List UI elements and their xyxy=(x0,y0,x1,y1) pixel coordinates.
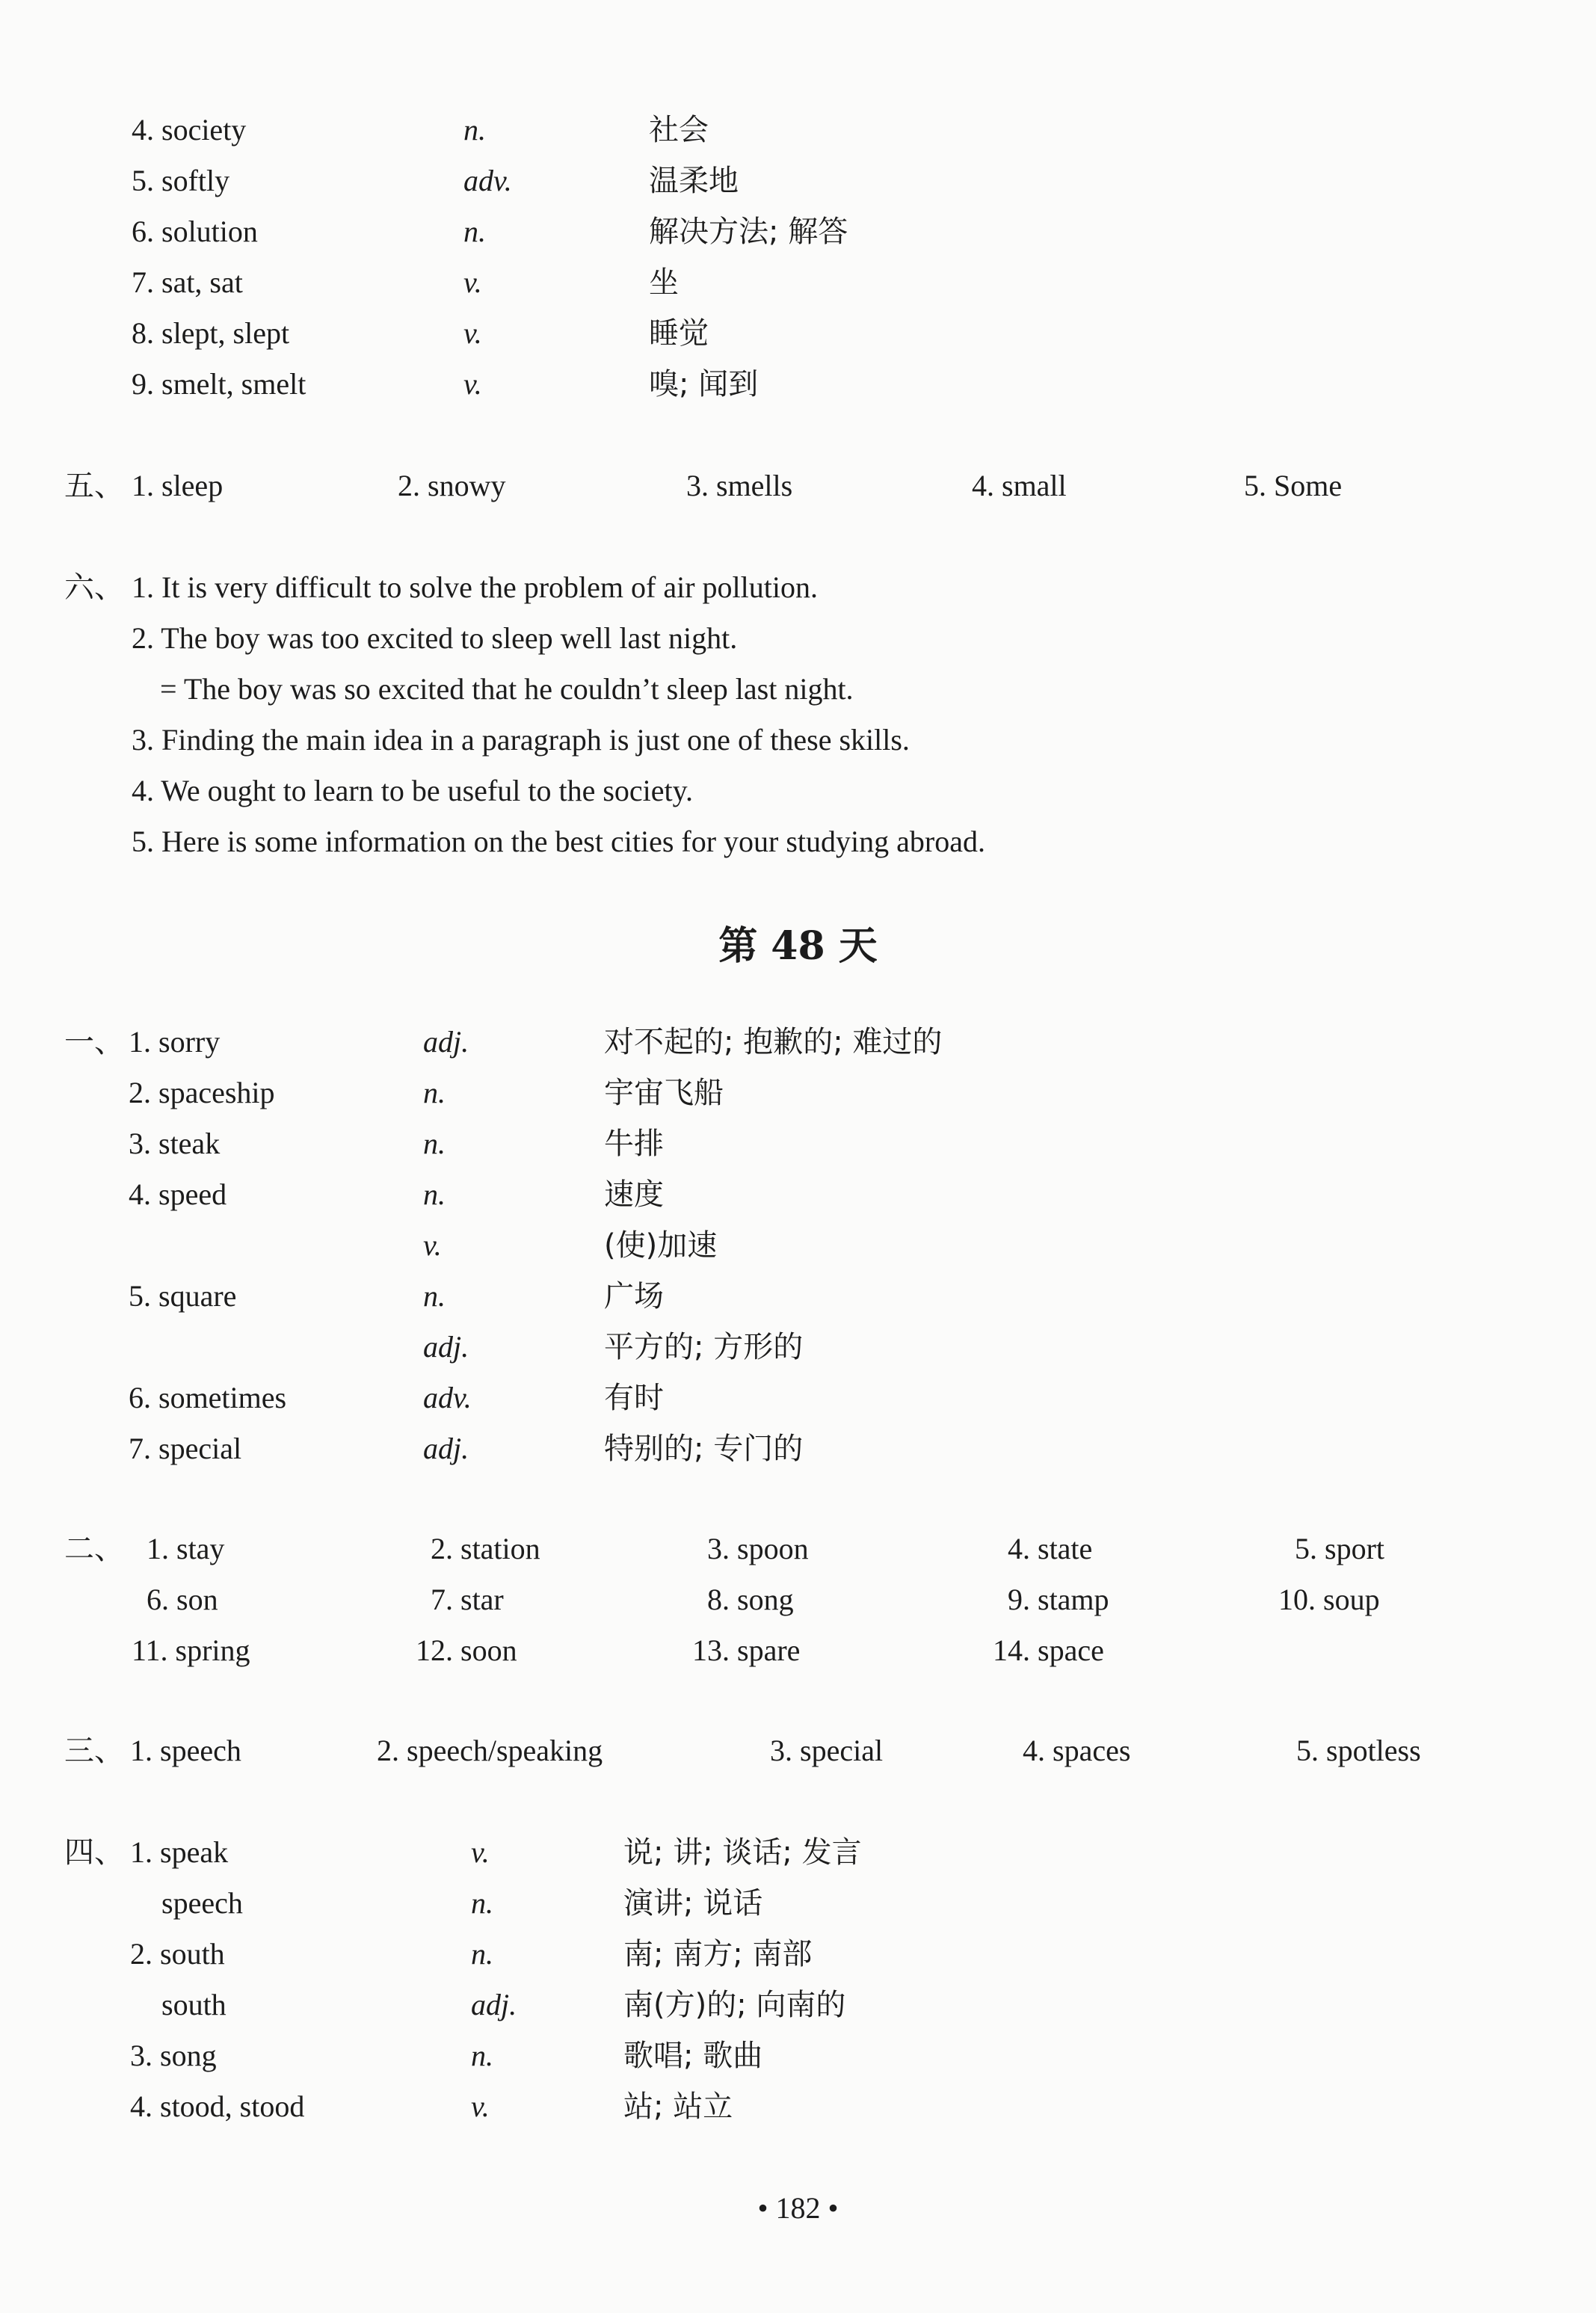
vocab-pos: v. xyxy=(471,1835,490,1869)
answer-item: 11. spring xyxy=(132,1633,250,1667)
vocab-word: 4. society xyxy=(132,113,247,147)
answer-item: 1. speech xyxy=(130,1734,241,1767)
vocab-word: 6. solution xyxy=(132,215,258,248)
vocab-word: 2. south xyxy=(130,1937,225,1971)
vocab-meaning: 社会 xyxy=(649,113,709,147)
vocab-meaning: 特别的; 专门的 xyxy=(604,1432,804,1466)
vocab-meaning: 说; 讲; 谈话; 发言 xyxy=(623,1835,862,1870)
vocab-word: 5. softly xyxy=(132,164,230,197)
vocab-pos: v. xyxy=(463,265,482,299)
vocab-pos: n. xyxy=(463,113,486,147)
vocab-pos: v. xyxy=(471,2089,490,2123)
sentence: 4. We ought to learn to be useful to the society. xyxy=(132,774,694,807)
sentence: 2. The boy was too excited to sleep well last night. xyxy=(132,621,738,655)
vocab-meaning: 南; 南方; 南部 xyxy=(623,1937,813,1971)
answer-item: 8. song xyxy=(707,1583,794,1616)
section-marker: 一、 xyxy=(64,1025,124,1059)
answer-item: 10. soup xyxy=(1278,1583,1380,1616)
vocab-pos: adj. xyxy=(423,1330,469,1364)
vocab-meaning: 嗅; 闻到 xyxy=(649,367,759,401)
vocab-word: 7. special xyxy=(129,1432,242,1465)
vocab-word: 4. stood, stood xyxy=(130,2089,305,2123)
answer-item: 1. stay xyxy=(147,1532,225,1565)
vocab-meaning: (使)加速 xyxy=(604,1228,718,1263)
vocab-meaning: 速度 xyxy=(604,1177,664,1212)
vocab-pos: adj. xyxy=(471,1988,517,2021)
vocab-pos: n. xyxy=(423,1279,446,1313)
vocab-meaning: 平方的; 方形的 xyxy=(604,1330,804,1364)
vocab-pos: v. xyxy=(423,1228,442,1262)
vocab-meaning: 演讲; 说话 xyxy=(623,1886,763,1921)
vocab-pos: n. xyxy=(463,215,486,248)
vocab-pos: n. xyxy=(471,2039,493,2072)
page-number: • 182 • xyxy=(757,2191,839,2225)
vocab-pos: adj. xyxy=(423,1025,469,1059)
vocab-pos: adv. xyxy=(463,164,512,197)
answer-item: 1. sleep xyxy=(132,469,224,502)
vocab-word: south xyxy=(161,1988,227,2021)
vocab-pos: n. xyxy=(423,1127,446,1160)
section-marker: 三、 xyxy=(64,1734,124,1768)
vocab-pos: n. xyxy=(423,1076,446,1109)
vocab-meaning: 有时 xyxy=(604,1381,664,1415)
answer-item: 12. soon xyxy=(416,1633,517,1667)
vocab-pos: v. xyxy=(463,316,482,350)
vocab-meaning: 坐 xyxy=(649,265,679,300)
vocab-meaning: 宇宙飞船 xyxy=(604,1076,724,1110)
vocab-meaning: 解决方法; 解答 xyxy=(649,215,848,249)
sentence: 3. Finding the main idea in a paragraph is just one of these skills. xyxy=(132,723,910,757)
vocab-word: 3. song xyxy=(130,2039,217,2072)
vocab-meaning: 牛排 xyxy=(604,1127,664,1161)
vocab-pos: v. xyxy=(463,367,482,401)
vocab-word: 1. speak xyxy=(130,1835,229,1869)
answer-item: 6. son xyxy=(147,1583,218,1616)
section-marker: 二、 xyxy=(64,1532,124,1566)
answer-item: 5. sport xyxy=(1295,1532,1384,1565)
answer-item: 4. small xyxy=(972,469,1067,502)
answer-item: 2. snowy xyxy=(398,469,506,502)
answer-item: 3. smells xyxy=(686,469,793,502)
vocab-word: speech xyxy=(161,1886,243,1920)
answer-item: 3. spoon xyxy=(707,1532,809,1565)
vocab-word: 6. sometimes xyxy=(129,1381,287,1414)
vocab-word: 1. sorry xyxy=(129,1025,221,1059)
vocab-pos: n. xyxy=(471,1937,493,1971)
vocab-meaning: 温柔地 xyxy=(649,164,739,198)
vocab-word: 5. square xyxy=(129,1279,237,1313)
sentence: = The boy was so excited that he couldn’t sleep last night. xyxy=(160,672,854,706)
vocab-meaning: 歌唱; 歌曲 xyxy=(623,2039,763,2073)
answer-item: 9. stamp xyxy=(1008,1583,1109,1616)
answer-item: 14. space xyxy=(993,1633,1104,1667)
vocab-pos: n. xyxy=(423,1177,446,1211)
answer-item: 5. spotless xyxy=(1296,1734,1421,1767)
answer-item: 2. station xyxy=(431,1532,540,1565)
answer-item: 4. spaces xyxy=(1023,1734,1131,1767)
vocab-meaning: 站; 站立 xyxy=(623,2089,733,2124)
vocab-pos: n. xyxy=(471,1886,493,1920)
answer-item: 3. special xyxy=(770,1734,884,1767)
answer-item: 5. Some xyxy=(1244,469,1343,502)
vocab-word: 8. slept, slept xyxy=(132,316,290,350)
answer-item: 7. star xyxy=(431,1583,504,1616)
section-marker: 六、 xyxy=(64,570,124,605)
vocab-pos: adv. xyxy=(423,1381,472,1414)
vocab-meaning: 对不起的; 抱歉的; 难过的 xyxy=(604,1025,943,1059)
section-marker: 五、 xyxy=(64,469,124,503)
sentence: 1. It is very difficult to solve the problem of air pollution. xyxy=(132,570,818,604)
answer-item: 4. state xyxy=(1008,1532,1093,1565)
vocab-word: 4. speed xyxy=(129,1177,227,1211)
vocab-word: 2. spaceship xyxy=(129,1076,275,1109)
answer-item: 13. spare xyxy=(692,1633,801,1667)
vocab-meaning: 睡觉 xyxy=(649,316,709,351)
answer-item: 2. speech/speaking xyxy=(377,1734,603,1767)
sentence: 5. Here is some information on the best cities for your studying abroad. xyxy=(132,825,985,858)
vocab-meaning: 南(方)的; 向南的 xyxy=(623,1988,846,2022)
vocab-word: 7. sat, sat xyxy=(132,265,243,299)
vocab-word: 9. smelt, smelt xyxy=(132,367,306,401)
vocab-word: 3. steak xyxy=(129,1127,221,1160)
vocab-meaning: 广场 xyxy=(604,1279,664,1313)
vocab-pos: adj. xyxy=(423,1432,469,1465)
section-marker: 四、 xyxy=(64,1835,124,1870)
day-title: 第 48 天 xyxy=(718,923,878,969)
